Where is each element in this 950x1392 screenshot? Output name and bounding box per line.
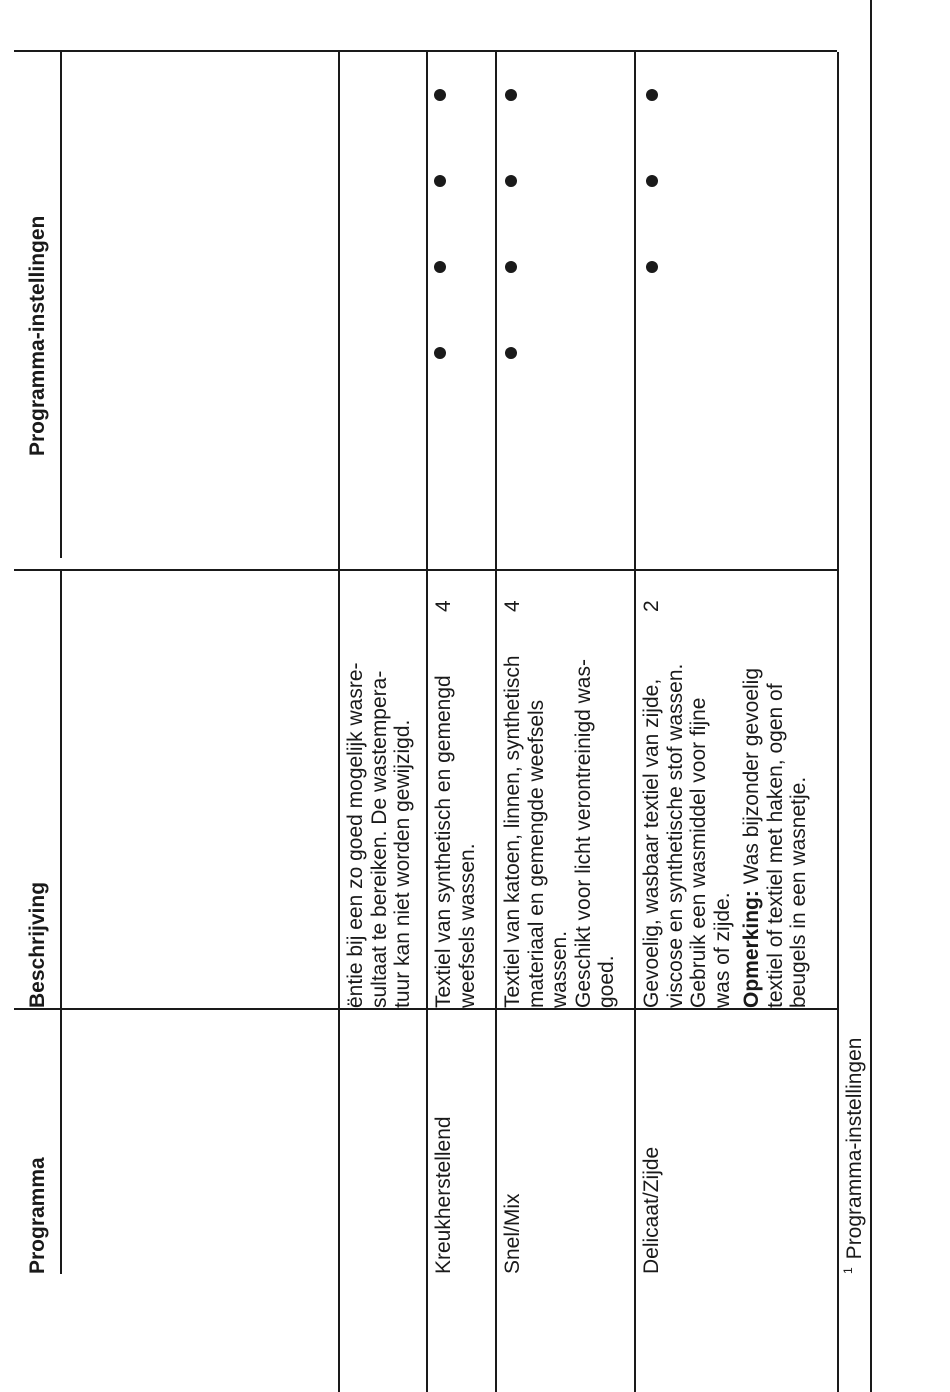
header-beschrijving: Beschrijving (26, 881, 49, 1008)
row2-dot-1 (505, 347, 517, 359)
header-rule-left (60, 571, 62, 1274)
row-rule-1 (338, 52, 340, 1392)
row2-dot-3 (505, 175, 517, 187)
row3-description: Gevoelig, wasbaar textiel van zijde, viscose en synthetische stof wassen. Gebruik een wasmiddel voor fijne was of zijde. Opmerking: Was bijzonder gevoelig textiel of textiel met haken, ogen of beugels in een wasnetje. (640, 663, 810, 1008)
row0-description: ëntie bij een zo goed mogelijk wasre- sultaat te bereiken. De wastempera- tuur kan niet worden gewijzigd. (344, 662, 414, 1008)
row2-value: 4 (501, 600, 524, 612)
row3-value: 2 (640, 600, 663, 612)
row1-dot-2 (434, 261, 446, 273)
row3-dot-2 (646, 261, 658, 273)
header-programma-instellingen: Programma-instellingen (26, 215, 49, 456)
footnote (843, 1038, 867, 1274)
footnote-marker: 1 (841, 1267, 855, 1274)
row3-program: Delicaat/Zijde (640, 1146, 663, 1274)
row2-program: Snel/Mix (501, 1193, 524, 1274)
header-programma: Programma (26, 1157, 49, 1274)
header-rule-right (60, 52, 62, 558)
row1-program: Kreukherstellend (432, 1116, 455, 1274)
footnote-text: Programma-instellingen (843, 1037, 866, 1260)
row-rule-2 (426, 52, 428, 1392)
row1-description: Textiel van synthetisch en gemengd weefsels wassen. (432, 675, 479, 1008)
row2-description: Textiel van katoen, linnen, synthetisch materiaal en gemengde weefsels wassen. Geschikt voor licht verontreinigd was- goed. (501, 655, 618, 1008)
row1-dot-4 (434, 89, 446, 101)
row3-dot-4 (646, 89, 658, 101)
row2-dot-4 (505, 89, 517, 101)
row2-dot-2 (505, 261, 517, 273)
row1-dot-3 (434, 175, 446, 187)
row-rule-5 (837, 52, 839, 1392)
row3-note-label: Opmerking: (740, 890, 763, 1008)
row-rule-4 (634, 52, 636, 1392)
row1-value: 4 (432, 600, 455, 612)
row1-dot-1 (434, 347, 446, 359)
footnote-rule (870, 0, 872, 1392)
row-rule-3 (495, 52, 497, 1392)
row3-dot-3 (646, 175, 658, 187)
